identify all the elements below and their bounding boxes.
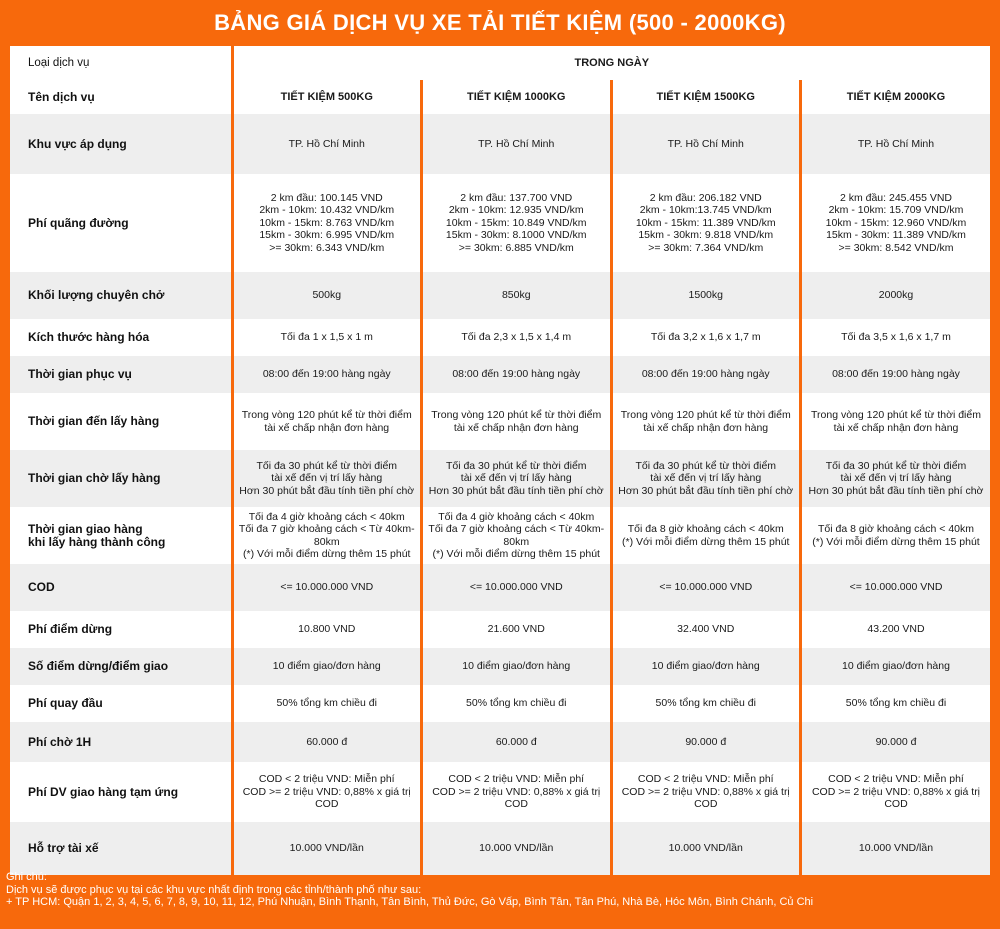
table-row [10,648,990,685]
table-cell: Tối đa 3,5 x 1,6 x 1,7 m [801,319,991,356]
table-row [10,611,990,648]
service-name-cell: TIẾT KIỆM 1000KG [422,80,612,114]
table-cell: 10 điểm giao/đơn hàng [422,648,612,685]
table-cell: Trong vòng 120 phút kể từ thời điểm tài xế chấp nhận đơn hàng [611,393,801,450]
service-type-value: TRONG NGÀY [574,56,650,69]
table-cell: 10 điểm giao/đơn hàng [801,648,991,685]
table-cell: 10.000 VND/lần [422,822,612,875]
table-cell: Tối đa 8 giờ khoảng cách < 40km (*) Với mỗi điểm dừng thêm 15 phút [801,507,991,564]
table-cell: 10 điểm giao/đơn hàng [611,648,801,685]
table-cell: Tối đa 8 giờ khoảng cách < 40km (*) Với mỗi điểm dừng thêm 15 phút [611,507,801,564]
table-cell: 60.000 đ [232,722,422,762]
table-cell: 32.400 VND [611,611,801,648]
table-cell: 08:00 đến 19:00 hàng ngày [801,356,991,393]
price-table-container [10,46,990,859]
table-cell: 50% tổng km chiều đi [276,697,377,710]
table-cell: Tối đa 2,3 x 1,5 x 1,4 m [422,319,612,356]
table-row [10,356,990,393]
table-row [10,822,990,875]
table-row [10,393,990,450]
table-cell: <= 10.000.000 VND [422,564,612,611]
table-cell: 21.600 VND [422,611,612,648]
table-cell: Trong vòng 120 phút kể từ thời điểm tài xế chấp nhận đơn hàng [422,393,612,450]
table-cell: 500kg [232,272,422,319]
table-cell: Trong vòng 120 phút kể từ thời điểm tài xế chấp nhận đơn hàng [241,409,412,434]
table-cell: 2 km đầu: 206.182 VND 2km - 10km:13.745 VND/km 10km - 15km: 11.389 VND/km 15km - 30km: 9.818 VND/km >= 30km: 7.364 VND/km [611,174,801,272]
table-row [10,722,990,762]
table-cell: <= 10.000.000 VND [801,564,991,611]
table-row [10,114,990,174]
table-row [10,450,990,507]
table-row [10,762,990,822]
table-cell: Tối đa 3,2 x 1,6 x 1,7 m [611,319,801,356]
page-title: BẢNG GIÁ DỊCH VỤ XE TẢI TIẾT KIỆM (500 - 2000KG) [214,10,786,35]
table-cell: 10.000 VND/lần [232,822,422,875]
table-row [10,564,990,611]
row-label: Phí quãng đường [10,174,232,272]
row-label: Thời gian đến lấy hàng [10,393,232,450]
table-cell: 50% tổng km chiều đi [422,685,612,722]
row-label: Phí DV giao hàng tạm ứng [10,762,232,822]
table-cell: Tối đa 4 giờ khoảng cách < 40km Tối đa 7 giờ khoảng cách < Từ 40km-80km (*) Với mỗi điểm dừng thêm 15 phút [238,510,415,560]
table-cell: Trong vòng 120 phút kể từ thời điểm tài xế chấp nhận đơn hàng [801,393,991,450]
table-row [10,319,990,356]
table-cell: 08:00 đến 19:00 hàng ngày [611,356,801,393]
row-label: Thời gian phục vụ [10,356,232,393]
notes-heading: Ghi chú: [6,871,47,883]
table-cell: COD < 2 triệu VND: Miễn phí COD >= 2 triệu VND: 0,88% x giá trị COD [801,762,991,822]
notes-line-2: + TP HCM: Quận 1, 2, 3, 4, 5, 6, 7, 8, 9, 10, 11, 12, Phú Nhuận, Bình Thạnh, Tân Bình, Thủ Đức, Gò Vấp, Bình Tân, Tân Phú, Nhà Bè, Hóc Môn, Bình Chánh, Củ Chi [6,896,814,908]
table-row [10,272,990,319]
table-row [10,80,990,114]
service-type-row [10,46,990,80]
row-label: Phí quay đầu [10,685,232,722]
row-label: Khu vực áp dụng [10,114,232,174]
service-name-cell: TIẾT KIỆM 500KG [280,90,373,103]
row-label: Hỗ trợ tài xế [10,822,232,875]
notes [6,871,994,909]
table-cell: TP. Hồ Chí Minh [801,114,991,174]
table-row [10,507,990,564]
row-label: Thời gian giao hàng khi lấy hàng thành công [10,507,232,564]
table-cell: Tối đa 1 x 1,5 x 1 m [280,331,373,344]
table-cell: 90.000 đ [801,722,991,762]
table-cell: 2 km đầu: 137.700 VND 2km - 10km: 12.935 VND/km 10km - 15km: 10.849 VND/km 15km - 30km: 8.1000 VND/km >= 30km: 6.885 VND/km [422,174,612,272]
table-row [10,174,990,272]
table-row [10,685,990,722]
table-cell: <= 10.000.000 VND [232,564,422,611]
table-cell: 850kg [422,272,612,319]
table-cell: 1500kg [611,272,801,319]
table-cell: 10.000 VND/lần [801,822,991,875]
row-label: Khối lượng chuyên chở [10,272,232,319]
row-label: Phí điểm dừng [10,611,232,648]
table-cell: Tối đa 30 phút kể từ thời điểm tài xế đến vị trí lấy hàng Hơn 30 phút bắt đầu tính tiền phí chờ [611,450,801,507]
row-label: Số điểm dừng/điểm giao [10,648,232,685]
table-cell: COD < 2 triệu VND: Miễn phí COD >= 2 triệu VND: 0,88% x giá trị COD [611,762,801,822]
service-name-cell: TIẾT KIỆM 1500KG [611,80,801,114]
row-label: COD [10,564,232,611]
table-cell: COD < 2 triệu VND: Miễn phí COD >= 2 triệu VND: 0,88% x giá trị COD [422,762,612,822]
table-cell: 2000kg [801,272,991,319]
table-cell: 2 km đầu: 100.145 VND 2km - 10km: 10.432 VND/km 10km - 15km: 8.763 VND/km 15km - 30km: 6.995 VND/km >= 30km: 6.343 VND/km [259,191,395,254]
service-type-label: Loại dịch vụ [10,46,232,80]
row-label: Kích thước hàng hóa [10,319,232,356]
table-cell: Tối đa 30 phút kể từ thời điểm tài xế đến vị trí lấy hàng Hơn 30 phút bắt đầu tính tiền phí chờ [422,450,612,507]
table-cell: 10.000 VND/lần [611,822,801,875]
table-cell: 10.800 VND [298,623,356,636]
row-label: Tên dịch vụ [10,80,232,114]
service-name-cell: TIẾT KIỆM 2000KG [801,80,991,114]
table-cell: 08:00 đến 19:00 hàng ngày [422,356,612,393]
table-cell: TP. Hồ Chí Minh [611,114,801,174]
notes-line-1: Dịch vụ sẽ được phục vụ tại các khu vực nhất định trong các tỉnh/thành phố như sau: [6,883,422,896]
table-cell: 50% tổng km chiều đi [611,685,801,722]
table-cell: 10 điểm giao/đơn hàng [232,648,422,685]
table-cell: 08:00 đến 19:00 hàng ngày [232,356,422,393]
row-label: Thời gian chờ lấy hàng [10,450,232,507]
table-cell: 90.000 đ [611,722,801,762]
table-cell: 60.000 đ [422,722,612,762]
price-table [10,46,990,875]
table-cell: 50% tổng km chiều đi [801,685,991,722]
table-cell: 2 km đầu: 245.455 VND 2km - 10km: 15.709 VND/km 10km - 15km: 12.960 VND/km 15km - 30km: 11.389 VND/km >= 30km: 8.542 VND/km [801,174,991,272]
table-cell: TP. Hồ Chí Minh [232,114,422,174]
table-cell: <= 10.000.000 VND [611,564,801,611]
table-cell: TP. Hồ Chí Minh [422,114,612,174]
table-cell: Tối đa 30 phút kể từ thời điểm tài xế đến vị trí lấy hàng Hơn 30 phút bắt đầu tính tiền phí chờ [801,450,991,507]
table-cell: Tối đa 4 giờ khoảng cách < 40km Tối đa 7 giờ khoảng cách < Từ 40km-80km (*) Với mỗi điểm dừng thêm 15 phút [422,507,612,564]
row-label: Phí chờ 1H [10,722,232,762]
table-cell: COD < 2 triệu VND: Miễn phí COD >= 2 triệu VND: 0,88% x giá trị COD [242,773,411,811]
table-cell: 43.200 VND [801,611,991,648]
table-cell: Tối đa 30 phút kể từ thời điểm tài xế đến vị trí lấy hàng Hơn 30 phút bắt đầu tính tiền phí chờ [232,450,422,507]
